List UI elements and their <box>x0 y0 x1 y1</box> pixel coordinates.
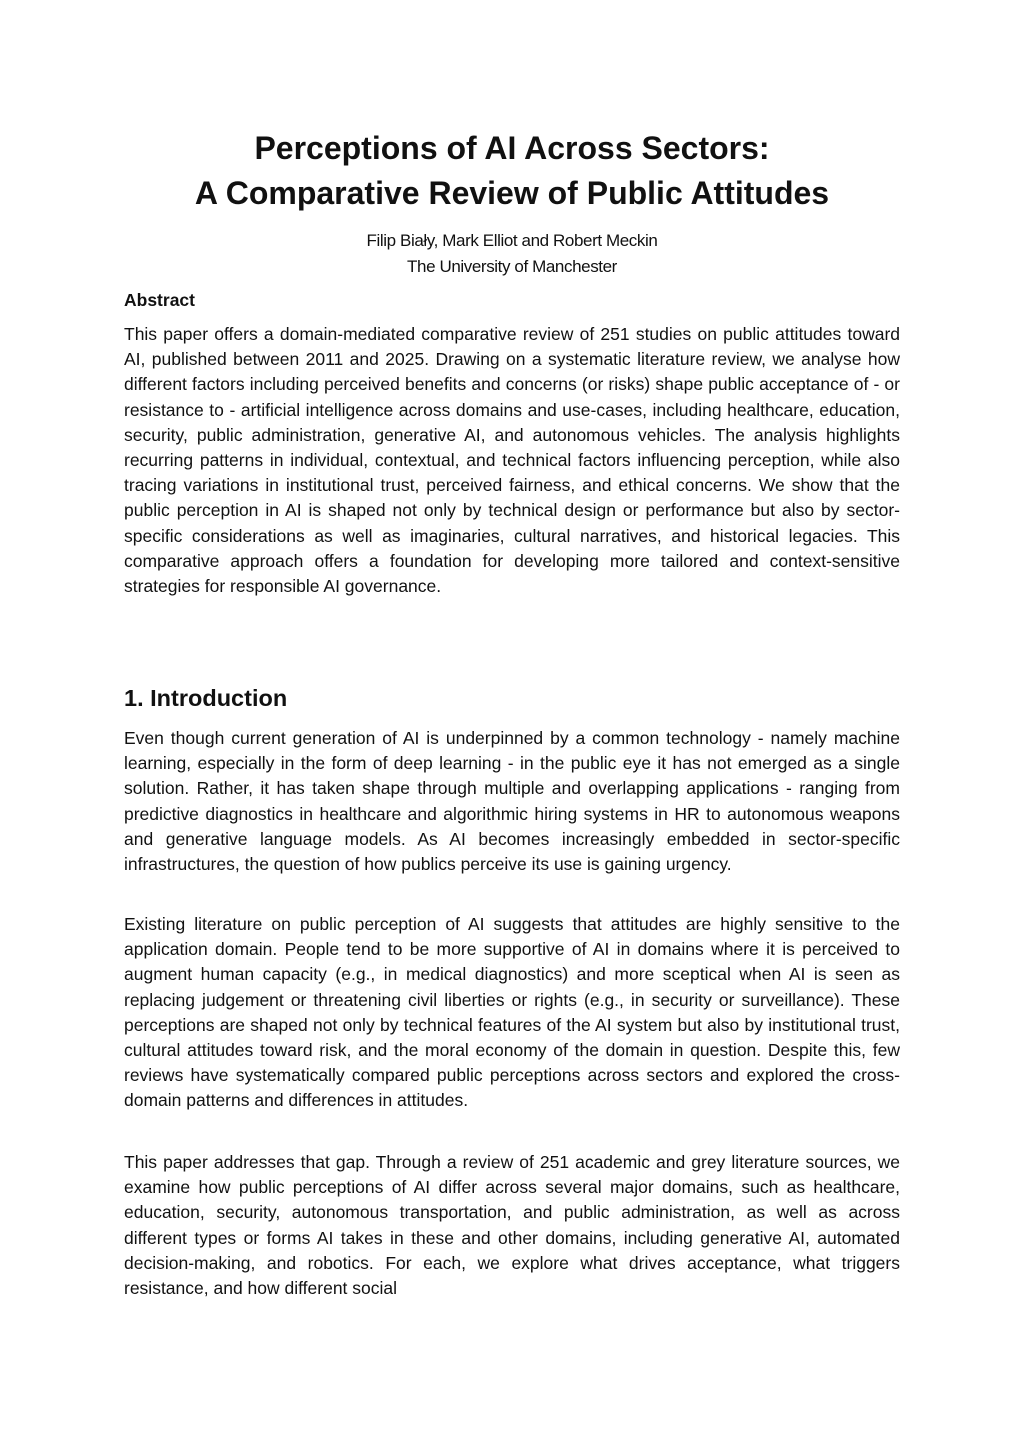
abstract-text: This paper offers a domain-mediated comparative review of 251 studies on public attitudes toward AI, published between 2011 and 2025. Drawing on a systematic literature review, we analyse how different factors including perceived benefits and concerns (or risks) shape public acceptance of - or resistance to - artificial intelligence across domains and use-cases, including healthcare, education, security, public administration, generative AI, and autonomous vehicles. The analysis highlights recurring patterns in individual, contextual, and technical factors influencing perception, while also tracing variations in institutional trust, perceived fairness, and ethical concerns. We show that the public perception in AI is shaped not only by technical design or performance but also by sector-specific considerations as well as imaginaries, cultural narratives, and historical legacies. This comparative approach offers a foundation for developing more tailored and context-sensitive strategies for responsible AI governance. <box>124 324 900 597</box>
author-list: Filip Biały, Mark Elliot and Robert Meckin <box>366 231 658 250</box>
paper-title-line-1: Perceptions of AI Across Sectors: <box>254 130 770 166</box>
abstract-heading: Abstract <box>124 290 195 310</box>
affiliation: The University of Manchester <box>407 257 617 276</box>
introduction-paragraph-2: Existing literature on public perception of AI suggests that attitudes are highly sensitive to the application domain. People tend to be more supportive of AI in domains where it is perceived to augment human capacity (e.g., in medical diagnostics) and more sceptical when AI is seen as replacing judgement or threatening civil liberties or rights (e.g., in security or surveillance). These perceptions are shaped not only by technical features of the AI system but also by institutional trust, cultural attitudes toward risk, and the moral economy of the domain in question. Despite this, few reviews have systematically compared public perceptions across sectors and explored the cross-domain patterns and differences in attitudes. <box>124 914 900 1111</box>
introduction-paragraph-3: This paper addresses that gap. Through a review of 251 academic and grey literature sources, we examine how public perceptions of AI differ across several major domains, such as healthcare, education, security, autonomous transportation, and public administration, as well as across different types or forms AI takes in these and other domains, including generative AI, automated decision-making, and robotics. For each, we explore what drives acceptance, what triggers resistance, and how different social <box>124 1152 900 1299</box>
introduction-paragraph-1: Even though current generation of AI is underpinned by a common technology - namely machine learning, especially in the form of deep learning - in the public eye it has not emerged as a single solution. Rather, it has taken shape through multiple and overlapping applications - ranging from predictive diagnostics in healthcare and algorithmic hiring systems in HR to autonomous weapons and generative language models. As AI becomes increasingly embedded in sector-specific infrastructures, the question of how publics perceive its use is gaining urgency. <box>124 728 900 875</box>
section-heading-introduction: 1. Introduction <box>124 685 288 711</box>
paper-title-line-2: A Comparative Review of Public Attitudes <box>194 175 830 211</box>
